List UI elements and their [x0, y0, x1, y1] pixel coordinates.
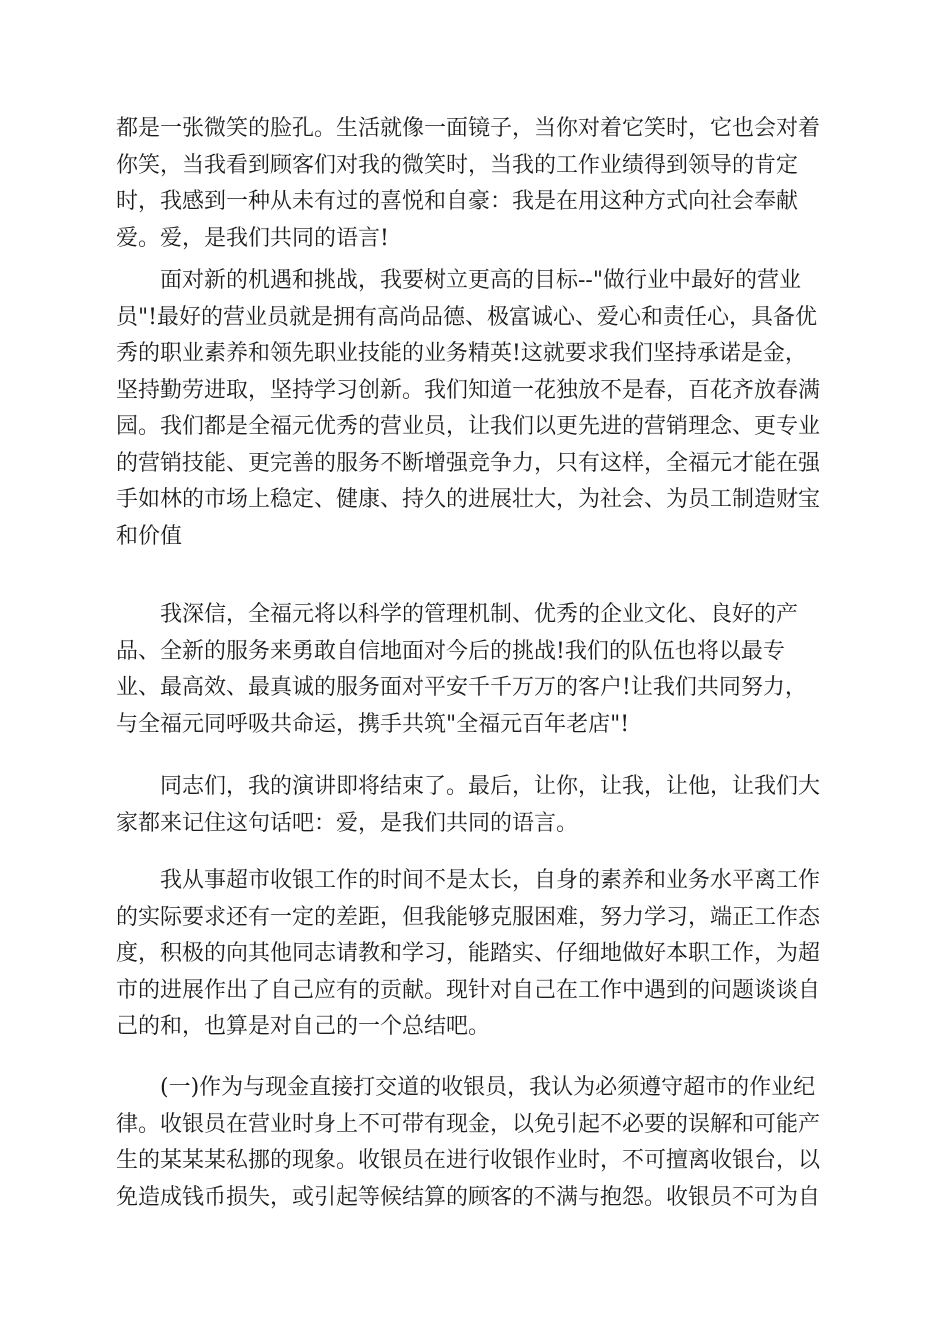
paragraph-3 [116, 597, 836, 743]
text-line: 都是一张微笑的脸孔。生活就像一面镜子，当你对着它笑时，它也会对着 [116, 116, 821, 141]
text-line: 与全福元同呼吸共命运，携手共筑"全福元百年老店"! [116, 711, 630, 737]
paragraph-5 [116, 863, 836, 1046]
text-line: (一)作为与现金直接打交道的收银员，我认为必须遵守超市的作业纪 [116, 1075, 816, 1100]
text-line: 业、最高效、最真诚的服务面对平安千千万万的客户!让我们共同努力， [116, 675, 807, 700]
text-line: 园。我们都是全福元优秀的营业员，让我们以更先进的营销理念、更专业 [116, 414, 821, 439]
text-line: 时，我感到一种从未有过的喜悦和自豪：我是在用这种方式向社会奉献 [116, 189, 799, 214]
text-line: 度，积极的向其他同志请教和学习，能踏实、仔细地做好本职工作，为超 [116, 941, 821, 966]
paragraph-1 [116, 111, 836, 257]
text-line: 你笑，当我看到顾客们对我的微笑时，当我的工作业绩得到领导的肯定 [116, 152, 799, 178]
text-line: 的实际要求还有一定的差距，但我能够克服困难，努力学习，端正工作态 [116, 904, 821, 930]
text-line: 面对新的机遇和挑战，我要树立更高的目标--"做行业中最好的营业 [116, 268, 801, 293]
text-line: 免造成钱币损失，或引起等候结算的顾客的不满与抱怨。收银员不可为自 [116, 1184, 821, 1210]
text-line: 同志们，我的演讲即将结束了。最后，让你，让我，让他，让我们大 [116, 774, 821, 799]
paragraph-6 [116, 1070, 836, 1216]
text-line: 坚持勤劳进取，坚持学习创新。我们知道一花独放不是春，百花齐放春满 [116, 377, 821, 403]
paragraph-4 [116, 769, 836, 842]
text-line: 家都来记住这句话吧：爱，是我们共同的语言。 [116, 810, 579, 836]
text-line: 品、全新的服务来勇敢自信地面对今后的挑战!我们的队伍也将以最专 [116, 638, 785, 664]
text-line: 和价值 [116, 523, 183, 549]
paragraph-2 [116, 263, 836, 555]
text-line: 的营销技能、更完善的服务不断增强竞争力，只有这样，全福元才能在强 [116, 450, 821, 476]
text-line: 爱。爱，是我们共同的语言! [116, 225, 389, 251]
text-line: 我深信，全福元将以科学的管理机制、优秀的企业文化、良好的产 [116, 602, 799, 627]
text-line: 秀的职业素养和领先职业技能的业务精英!这就要求我们坚持承诺是金， [116, 341, 807, 366]
text-line: 我从事超市收银工作的时间不是太长，自身的素养和业务水平离工作 [116, 868, 821, 893]
text-line: 手如林的市场上稳定、健康、持久的进展壮大，为社会、为员工制造财宝 [116, 487, 821, 512]
text-line: 员"!最好的营业员就是拥有高尚品德、极富诚心、爱心和责任心，具备优 [116, 304, 817, 330]
text-line: 市的进展作出了自己应有的贡献。现针对自己在工作中遇到的问题谈谈自 [116, 977, 821, 1003]
text-line: 生的某某某私挪的现象。收银员在进行收银作业时，不可擅离收银台，以 [116, 1148, 821, 1173]
text-line: 己的和，也算是对自己的一个总结吧。 [116, 1014, 491, 1039]
text-line: 律。收银员在营业时身上不可带有现金，以免引起不必要的误解和可能产 [116, 1111, 821, 1137]
